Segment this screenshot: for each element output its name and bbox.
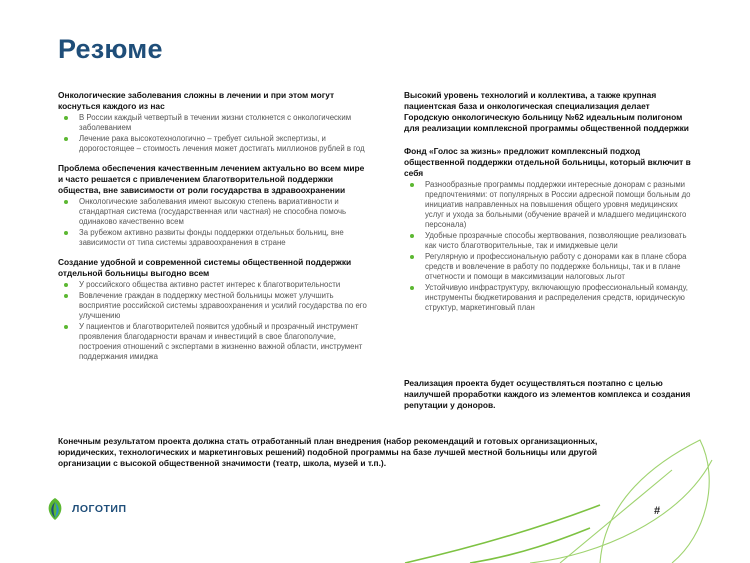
section-fund bbox=[404, 146, 694, 313]
right-column bbox=[404, 90, 694, 322]
section-system bbox=[58, 257, 370, 362]
bullet-list bbox=[58, 197, 370, 248]
section-heading: Онкологические заболевания сложны в лечении и при этом могут коснуться каждого из нас bbox=[58, 90, 335, 111]
list-item: В России каждый четвертый в течении жизни столкнется с онкологическим заболеванием bbox=[58, 113, 370, 133]
bullet-list bbox=[58, 280, 370, 362]
section-hospital bbox=[404, 90, 694, 134]
page-number: # bbox=[654, 505, 661, 517]
list-item: У пациентов и благотворителей появится удобный и прозрачный инструмент проявления благодарности врачам и инвестиций в свое благополучие, построения отношений с экспертами в жизненно важной области, инструмент поддержания имиджа bbox=[58, 322, 370, 362]
section-heading: Создание удобной и современной системы общественной поддержки отдельной больницы выгодно всем bbox=[58, 257, 352, 278]
section-heading: Фонд «Голос за жизнь» предложит комплексный подход общественной поддержки отдельной больницы, который включит в себя bbox=[404, 146, 691, 178]
list-item: У российского общества активно растет интерес к благотворительности bbox=[58, 280, 370, 290]
list-item: Вовлечение граждан в поддержку местной больницы может улучшить восприятие российской системы здравоохранения и усилий государства по его улучшению bbox=[58, 291, 370, 321]
section-heading: Проблема обеспечения качественным лечением актуально во всем мире и часто решается с привлечением благотворительной поддержки общества, вне зависимости от роли государства в здравоохранении bbox=[58, 163, 365, 195]
conclusion-text: Реализация проекта будет осуществляться поэтапно с целью наилучшей проработки каждого из элементов комплекса и создания репутации у доноров. bbox=[404, 378, 691, 410]
bullet-list bbox=[58, 113, 370, 154]
logo-text: ЛОГОТИП bbox=[72, 503, 127, 515]
final-result-text: Конечным результатом проекта должна стать отработанный план внедрения (набор рекомендаций и готовых организационных, юридических, технологических и маркетинговых решений) подобной программы на базе лучшей местной больницы или другой организации с высокой общественной значимости (театр, школа, музей и т.п.). bbox=[58, 436, 598, 468]
logo bbox=[44, 497, 127, 521]
section-heading: Высокий уровень технологий и коллектива, а также крупная пациентская база и онкологическая специализация делает Городскую онкологическую больницу №62 идеальным полигоном для реализации комплексной программы общественной поддержки bbox=[404, 90, 689, 133]
page-title: Резюме bbox=[58, 34, 163, 64]
list-item: Разнообразные программы поддержки интересные донорам с разными предпочтениями: от популярных в России адресной помощи больным до инициатив направленных на повышения общего уровня медицинских услуг и ухода за больными (обучение врачей и младшего медицинского персонала) bbox=[404, 180, 694, 230]
list-item: Регулярную и профессиональную работу с донорами как в плане сбора средств и вовлечение в работу по поддержке больницы, так и в плане отчетности и помощи в максимизации налоговых льгот bbox=[404, 252, 694, 282]
left-column bbox=[58, 90, 370, 371]
list-item: Устойчивую инфраструктуру, включающую профессиональный команду, инструменты бюджетирования и распределения средств, юридическую структур, маркетинговый план bbox=[404, 283, 694, 313]
list-item: Удобные прозрачные способы жертвования, позволяющие реализовать как чисто благотворительные, так и имиджевые цели bbox=[404, 231, 694, 251]
section-problem bbox=[58, 163, 370, 248]
list-item: Лечение рака высокотехнологично – требует сильной экспертизы, и дорогостоящее – стоимость лечения может достигать миллионов рублей в год bbox=[58, 134, 370, 154]
list-item: За рубежом активно развиты фонды поддержки отдельных больниц, вне зависимости от типа системы здравоохранения в стране bbox=[58, 228, 370, 248]
list-item: Онкологические заболевания имеют высокую степень вариативности и стандартная система (государственная или частная) не способна помочь одинаково качественно всем bbox=[58, 197, 370, 227]
logo-leaf-icon bbox=[44, 497, 66, 521]
bullet-list bbox=[404, 180, 694, 313]
section-oncology bbox=[58, 90, 370, 154]
